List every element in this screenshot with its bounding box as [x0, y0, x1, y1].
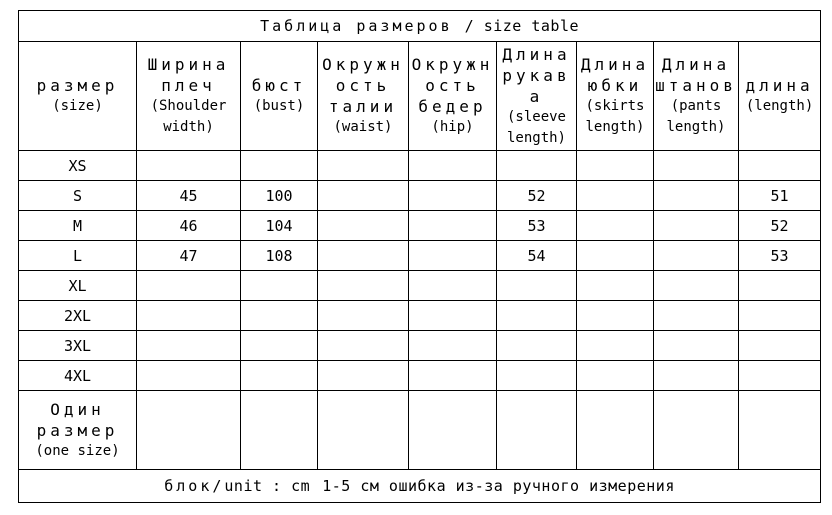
size-label-cell: S [19, 181, 137, 211]
header-sleeve: Длина рукава (sleeve length) [497, 42, 577, 151]
table-cell-pants [654, 181, 739, 211]
table-cell-waist [318, 151, 409, 181]
table-cell-hip [409, 151, 497, 181]
data-rows [19, 151, 821, 391]
table-cell-length [739, 301, 821, 331]
table-cell-pants [654, 361, 739, 391]
table-cell-waist [318, 331, 409, 361]
table-cell-skirt [577, 151, 654, 181]
table-cell-skirt [577, 331, 654, 361]
table-cell-shoulder: 45 [137, 181, 241, 211]
footer-prefix: блок/ [164, 477, 225, 495]
table-cell-shoulder [137, 361, 241, 391]
size-label-cell: XS [19, 151, 137, 181]
table-row [19, 301, 821, 331]
table-cell-length: 53 [739, 241, 821, 271]
table-cell [318, 391, 409, 470]
table-cell-pants [654, 211, 739, 241]
table-cell-sleeve [497, 331, 577, 361]
table-cell-pants [654, 151, 739, 181]
table-cell-bust: 104 [241, 211, 318, 241]
table-cell-shoulder: 47 [137, 241, 241, 271]
table-cell-pants [654, 241, 739, 271]
header-row [19, 42, 821, 151]
table-cell-skirt [577, 241, 654, 271]
table-row [19, 361, 821, 391]
size-label-cell: 3XL [19, 331, 137, 361]
table-title [19, 11, 821, 42]
table-cell-skirt [577, 301, 654, 331]
table-cell-skirt [577, 361, 654, 391]
table-cell-sleeve [497, 151, 577, 181]
header-shoulder: Ширина плеч (Shoulder width) [137, 42, 241, 151]
table-cell-sleeve [497, 271, 577, 301]
one-size-cell: Один размер (one size) [19, 391, 137, 470]
header-waist: Окружность талии (waist) [318, 42, 409, 151]
table-row [19, 151, 821, 181]
table-cell-sleeve [497, 301, 577, 331]
table-cell-hip [409, 361, 497, 391]
size-table [18, 10, 821, 503]
footer-note [19, 470, 821, 503]
header-length: длина (length) [739, 42, 821, 151]
table-cell-skirt [577, 181, 654, 211]
table-cell-length [739, 331, 821, 361]
table-title-ru: Таблица размеров [260, 17, 453, 35]
table-cell-pants [654, 301, 739, 331]
table-cell-pants [654, 271, 739, 301]
table-cell-hip [409, 241, 497, 271]
table-cell-waist [318, 181, 409, 211]
table-cell-hip [409, 301, 497, 331]
table-row-one-size [19, 391, 821, 470]
table-cell [409, 391, 497, 470]
table-cell-bust [241, 331, 318, 361]
table-cell-hip [409, 271, 497, 301]
table-cell-length [739, 271, 821, 301]
table-cell-sleeve: 53 [497, 211, 577, 241]
size-label-cell: 2XL [19, 301, 137, 331]
table-cell-bust [241, 361, 318, 391]
table-row [19, 211, 821, 241]
table-cell-waist [318, 271, 409, 301]
table-cell-length: 51 [739, 181, 821, 211]
table-cell-waist [318, 241, 409, 271]
size-label-cell: XL [19, 271, 137, 301]
table-row [19, 331, 821, 361]
table-row [19, 241, 821, 271]
table-cell [654, 391, 739, 470]
table-cell-length [739, 151, 821, 181]
header-hip: Окружность бедер (hip) [409, 42, 497, 151]
table-cell-pants [654, 331, 739, 361]
table-cell-sleeve [497, 361, 577, 391]
table-title-en: / size table [464, 17, 580, 35]
table-cell-bust [241, 271, 318, 301]
footer-unit: unit : cm [224, 477, 311, 495]
table-cell [497, 391, 577, 470]
table-cell-waist [318, 301, 409, 331]
table-cell-length [739, 361, 821, 391]
table-cell-skirt [577, 271, 654, 301]
table-cell-waist [318, 211, 409, 241]
size-label-cell: 4XL [19, 361, 137, 391]
size-label-cell: M [19, 211, 137, 241]
table-cell-shoulder [137, 151, 241, 181]
table-cell-hip [409, 331, 497, 361]
table-cell [577, 391, 654, 470]
table-row [19, 181, 821, 211]
table-cell-bust: 100 [241, 181, 318, 211]
header-skirt: Длина юбки (skirts length) [577, 42, 654, 151]
table-cell-skirt [577, 211, 654, 241]
table-cell-length: 52 [739, 211, 821, 241]
header-bust: бюст (bust) [241, 42, 318, 151]
table-cell-hip [409, 181, 497, 211]
table-cell [137, 391, 241, 470]
table-cell [739, 391, 821, 470]
size-label-cell: L [19, 241, 137, 271]
footer-note-text: 1-5 см ошибка из-за ручного измерения [322, 477, 675, 495]
table-row [19, 271, 821, 301]
table-cell-bust [241, 301, 318, 331]
table-cell-bust: 108 [241, 241, 318, 271]
table-cell-waist [318, 361, 409, 391]
table-cell-hip [409, 211, 497, 241]
header-pants: Длина штанов (pants length) [654, 42, 739, 151]
table-cell-shoulder [137, 271, 241, 301]
table-cell-sleeve: 54 [497, 241, 577, 271]
table-cell-shoulder [137, 301, 241, 331]
table-cell-bust [241, 151, 318, 181]
header-size: размер (size) [19, 42, 137, 151]
table-cell-shoulder [137, 331, 241, 361]
table-cell-sleeve: 52 [497, 181, 577, 211]
table-cell [241, 391, 318, 470]
table-cell-shoulder: 46 [137, 211, 241, 241]
